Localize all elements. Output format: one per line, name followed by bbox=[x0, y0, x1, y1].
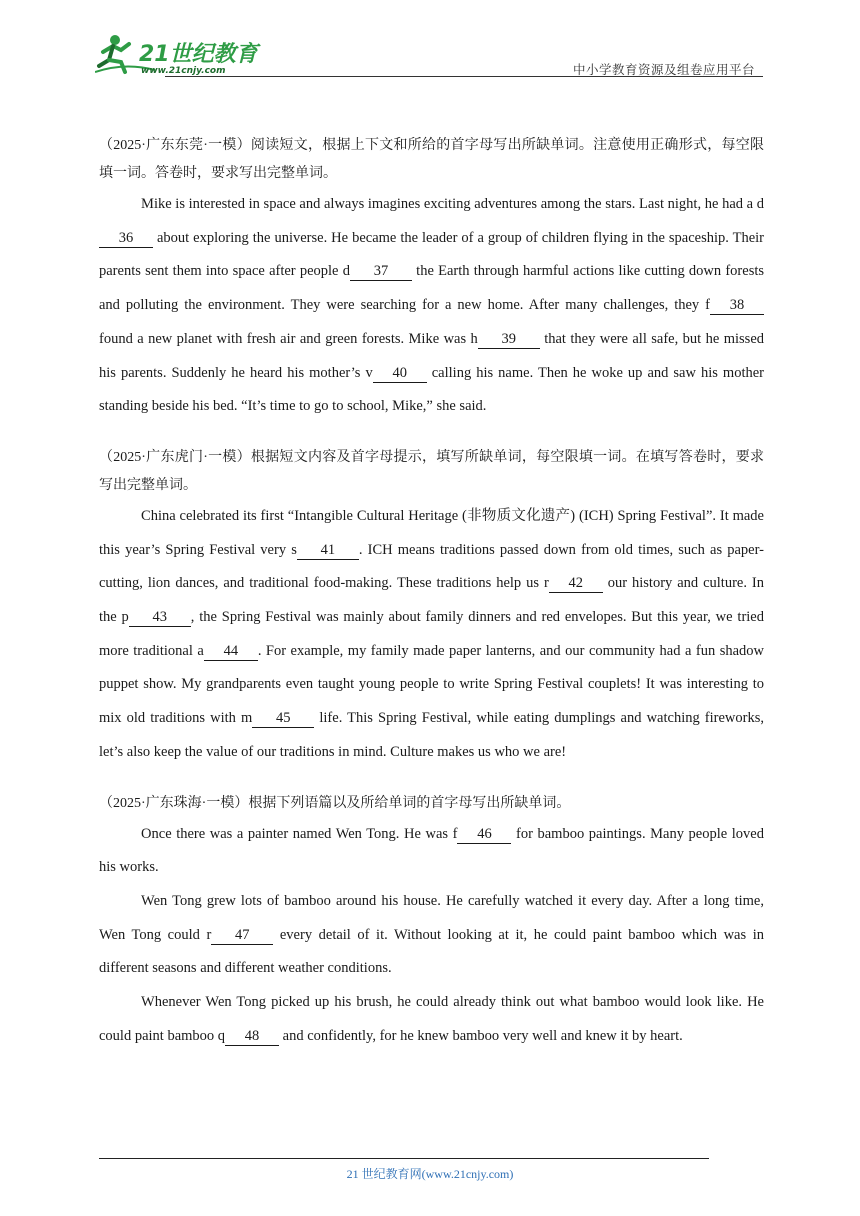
site-logo[interactable] bbox=[95, 32, 265, 76]
runner-logo-icon bbox=[95, 32, 265, 76]
passage-text: every detail of it. Without looking at it, he could paint bamboo which was in different seasons and different weather conditions. bbox=[99, 926, 764, 977]
passage-paragraph bbox=[99, 500, 764, 770]
question-section bbox=[99, 444, 764, 770]
logo-text: 21世纪教育 bbox=[139, 42, 258, 67]
section-instruction: （2025·广东虎门·一模）根据短文内容及首字母提示，填写所缺单词，每空限填一词。在填写答卷时，要求写出完整单词。 bbox=[99, 449, 764, 493]
answer-blank[interactable]: 37 bbox=[350, 263, 412, 281]
passage-paragraph bbox=[99, 818, 764, 885]
answer-blank[interactable]: 42 bbox=[549, 575, 603, 593]
footer-text[interactable]: 21 世纪教育网(www.21cnjy.com) bbox=[346, 1167, 514, 1181]
section-instruction: （2025·广东珠海·一模）根据下列语篇以及所给单词的首字母写出所缺单词。 bbox=[99, 795, 571, 811]
answer-blank[interactable]: 48 bbox=[225, 1028, 279, 1046]
footer-divider bbox=[99, 1158, 709, 1159]
passage-text: found a new planet with fresh air and green forests. Mike was h bbox=[99, 330, 478, 347]
answer-blank[interactable]: 41 bbox=[297, 542, 359, 560]
passage-text: life. This Spring Festival, while eating dumplings and watching fireworks, let’s also keep the value of our traditions in mind. Culture makes us who we are! bbox=[99, 710, 764, 760]
answer-blank[interactable]: 38 bbox=[710, 297, 764, 315]
header-divider bbox=[165, 76, 763, 77]
passage-paragraph bbox=[99, 986, 764, 1053]
answer-blank[interactable]: 43 bbox=[129, 609, 191, 627]
passage-text: , the Spring Festival was mainly about family dinners and red envelopes. But this year, we tried more traditional a bbox=[99, 609, 764, 659]
passage-text: Whenever Wen Tong picked up his brush, he could already think out what bamboo would look like. He could paint bamboo q bbox=[99, 994, 764, 1044]
passage-text: the Earth through harmful actions like cutting down forests and polluting the environment. They were searching for a new home. After many challenges, they f bbox=[99, 263, 765, 314]
answer-blank[interactable]: 46 bbox=[457, 826, 511, 844]
answer-blank[interactable]: 39 bbox=[478, 331, 540, 349]
answer-blank[interactable]: 45 bbox=[252, 710, 314, 728]
document-body bbox=[99, 132, 764, 1073]
passage-text: about exploring the universe. He became the leader of a group of children flying in the spaceship. Their parents sent them into space after people d bbox=[99, 229, 764, 280]
passage-paragraph bbox=[99, 188, 764, 424]
logo-url: www.21cnjy.com bbox=[141, 66, 226, 76]
passage-text: Wen Tong grew lots of bamboo around his house. He carefully watched it every day. After a long time, Wen Tong could r bbox=[99, 892, 764, 943]
passage-text: . For example, my family made paper lanterns, and our community had a fun shadow puppet show. My grandparents even taught young people to write Spring Festival couplets! It was interesting to mix old traditions with m bbox=[99, 642, 765, 727]
question-section bbox=[99, 132, 764, 424]
question-section bbox=[99, 790, 764, 1054]
passage-text: that they were all safe, but he missed his parents. Suddenly he heard his mother’s v bbox=[99, 330, 764, 381]
header-slogan: 中小学教育资源及组卷应用平台 bbox=[572, 62, 755, 77]
passage-text: our history and culture. In the p bbox=[99, 575, 764, 626]
passage-text: China celebrated its first “Intangible Cultural Heritage (非物质文化遗产) (ICH) Spring Festival”. It made this year’s Spring Festival very s bbox=[99, 507, 764, 558]
passage-paragraph bbox=[99, 885, 764, 986]
answer-blank[interactable]: 44 bbox=[204, 643, 258, 661]
page-header bbox=[95, 32, 763, 78]
answer-blank[interactable]: 47 bbox=[211, 927, 273, 945]
section-instruction: （2025·广东东莞·一模）阅读短文，根据上下文和所给的首字母写出所缺单词。注意使用正确形式，每空限填一词。答卷时，要求写出完整单词。 bbox=[99, 138, 764, 181]
passage-text: for bamboo paintings. Many people loved his works. bbox=[99, 825, 764, 876]
answer-blank[interactable]: 36 bbox=[99, 230, 153, 248]
passage-text: and confidently, for he knew bamboo very well and knew it by heart. bbox=[279, 1027, 683, 1044]
answer-blank[interactable]: 40 bbox=[373, 365, 427, 383]
passage-text: calling his name. Then he woke up and saw his mother standing beside his bed. “It’s time to go to school, Mike,” she said. bbox=[99, 364, 764, 415]
passage-text: . ICH means traditions passed down from old times, such as paper-cutting, lion dances, and traditional food-making. These traditions help us r bbox=[99, 541, 764, 592]
passage-text: Mike is interested in space and always imagines exciting adventures among the stars. Last night, he had a d bbox=[141, 196, 764, 212]
passage-text: Once there was a painter named Wen Tong. He was f bbox=[141, 825, 458, 842]
